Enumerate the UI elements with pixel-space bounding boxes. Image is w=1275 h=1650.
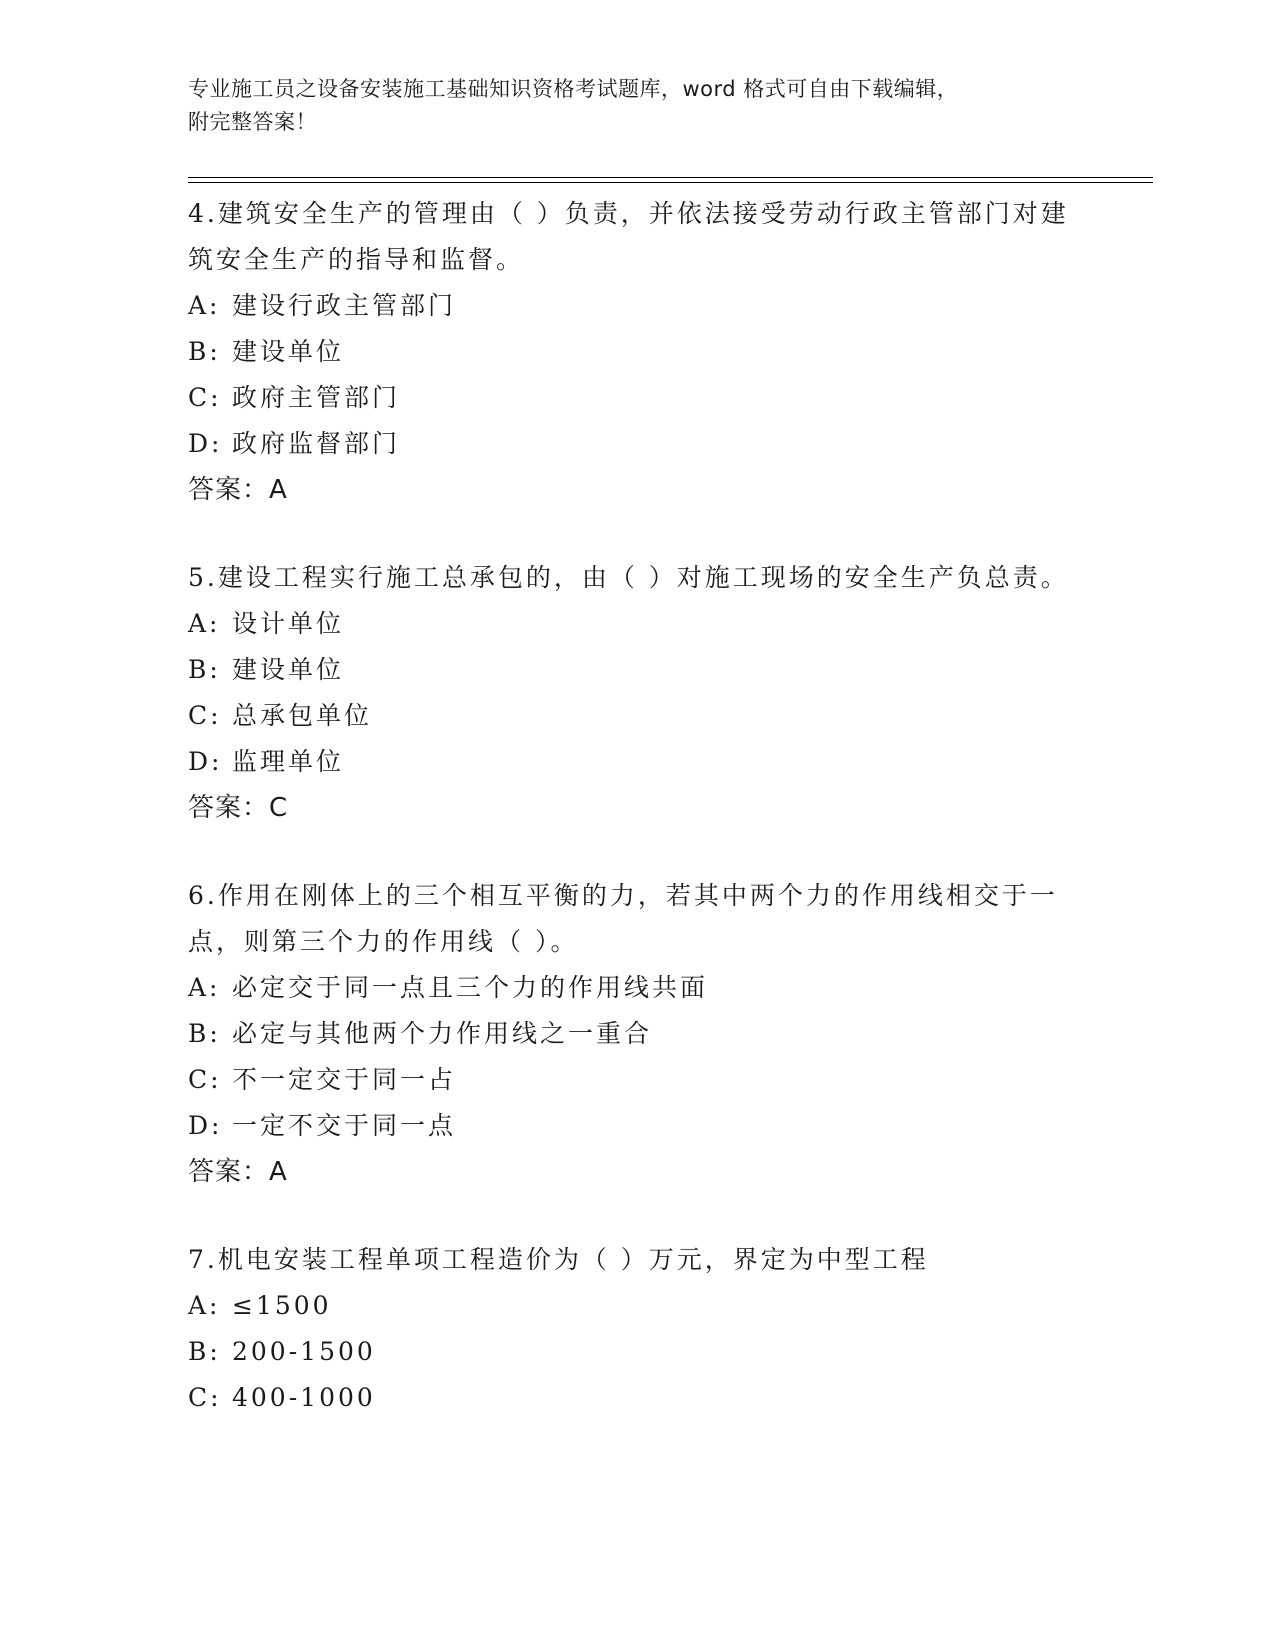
question-5 [188,555,1088,831]
option-b [188,647,1088,693]
option-text: 一定不交于同一点 [232,1111,457,1140]
option-letter: C: [188,701,222,730]
option-c [188,1375,1088,1421]
option-c [188,1057,1088,1103]
option-letter: A: [188,291,221,320]
option-text: 建设单位 [232,337,345,366]
option-b [188,1011,1088,1057]
question-stem: 7.机电安装工程单项工程造价为（ ）万元，界定为中型工程 [188,1245,929,1274]
option-letter: B: [188,1337,221,1366]
option-text: ≤1500 [232,1291,332,1320]
question-4 [188,191,1088,513]
option-text: 建设行政主管部门 [232,291,457,320]
option-text: 必定交于同一点且三个力的作用线共面 [232,973,709,1002]
header-line-2: 附完整答案！ [188,110,317,134]
option-letter: A: [188,1291,221,1320]
question-stem: 5.建设工程实行施工总承包的，由（ ）对施工现场的安全生产负总责。 [188,563,1069,592]
option-c [188,375,1088,421]
option-letter: D: [188,747,223,776]
header-divider-top [188,177,1153,178]
answer-line: 答案：C [188,793,289,823]
option-text: 政府主管部门 [232,383,401,412]
option-letter: D: [188,1111,223,1140]
option-text: 200-1500 [232,1337,376,1366]
option-text: 监理单位 [232,747,345,776]
option-text: 400-1000 [232,1383,376,1412]
option-b [188,329,1088,375]
option-d [188,739,1088,785]
option-a [188,965,1088,1011]
option-text: 建设单位 [232,655,345,684]
answer-line: 答案：A [188,475,288,505]
question-stem: 4.建筑安全生产的管理由（ ）负责，并依法接受劳动行政主管部门对建筑安全生产的指导和监督。 [188,199,1069,274]
document-header [188,73,1088,139]
option-c [188,693,1088,739]
option-letter: A: [188,973,221,1002]
option-text: 设计单位 [232,609,345,638]
option-d [188,421,1088,467]
question-7 [188,1237,1088,1421]
option-text: 必定与其他两个力作用线之一重合 [232,1019,653,1048]
option-letter: D: [188,429,223,458]
option-letter: A: [188,609,221,638]
option-letter: C: [188,383,222,412]
option-text: 总承包单位 [232,701,373,730]
question-stem: 6.作用在刚体上的三个相互平衡的力，若其中两个力的作用线相交于一点，则第三个力的作用线（ ）。 [188,881,1058,956]
option-text: 不一定交于同一占 [232,1065,457,1094]
header-divider-bottom [188,182,1153,183]
option-a [188,283,1088,329]
option-text: 政府监督部门 [232,429,401,458]
question-list [188,191,1088,1463]
option-a [188,1283,1088,1329]
option-b [188,1329,1088,1375]
header-line-1: 专业施工员之设备安装施工基础知识资格考试题库，word 格式可自由下载编辑， [188,77,959,101]
option-a [188,601,1088,647]
question-6 [188,873,1088,1195]
option-letter: B: [188,337,221,366]
answer-line: 答案：A [188,1157,288,1187]
option-letter: B: [188,1019,221,1048]
option-letter: C: [188,1383,222,1412]
option-letter: C: [188,1065,222,1094]
option-d [188,1103,1088,1149]
option-letter: B: [188,655,221,684]
